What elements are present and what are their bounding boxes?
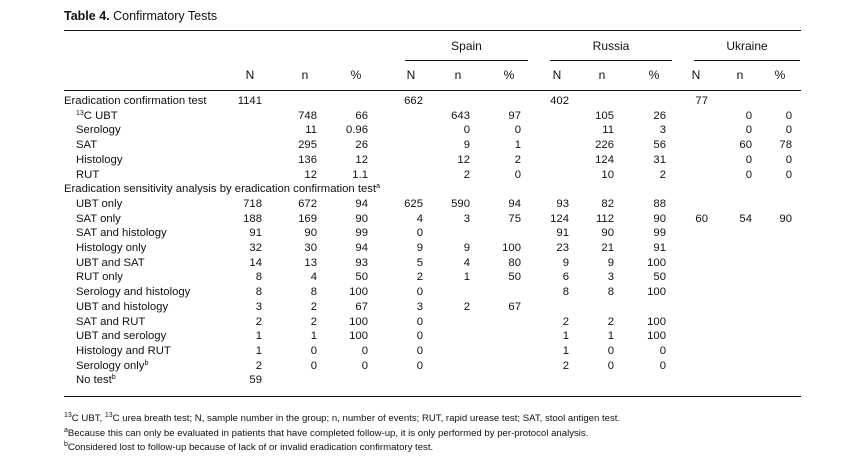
row-label-text: RUT bbox=[76, 168, 100, 181]
row-label-text: SAT only bbox=[76, 212, 121, 225]
table-cell: 99 bbox=[355, 227, 368, 240]
table-cell: 1 bbox=[562, 330, 569, 343]
row-label-text: UBT and histology bbox=[76, 300, 169, 313]
row-label-superscript: 13 bbox=[76, 109, 84, 117]
table-cell: 2 bbox=[562, 359, 569, 372]
row-label bbox=[64, 183, 380, 196]
table-cell: 100 bbox=[349, 315, 368, 328]
table-cell: 13 bbox=[304, 256, 317, 269]
table-cell: 0 bbox=[745, 109, 752, 122]
table-cell: 0 bbox=[416, 286, 423, 299]
table-cell: 3 bbox=[463, 212, 470, 225]
row-label-superscript: b bbox=[144, 359, 149, 367]
group-header: Russia bbox=[592, 39, 630, 53]
table-cell: 2 bbox=[310, 315, 317, 328]
table-cell: 8 bbox=[255, 271, 262, 284]
top-rule bbox=[64, 30, 801, 31]
row-label bbox=[76, 198, 122, 211]
table-cell: 100 bbox=[349, 330, 368, 343]
column-header: % bbox=[350, 68, 362, 82]
group-underline bbox=[550, 60, 672, 61]
table-cell: 0 bbox=[745, 153, 752, 166]
table-cell: 21 bbox=[601, 242, 614, 254]
table-cell: 3 bbox=[416, 300, 423, 313]
table-cell: 0 bbox=[416, 315, 423, 328]
footnote bbox=[64, 428, 588, 439]
table-cell: 8 bbox=[607, 286, 614, 299]
table-cell: 91 bbox=[249, 227, 262, 240]
column-header: N bbox=[245, 68, 255, 82]
table-cell: 30 bbox=[304, 242, 317, 254]
row-label bbox=[76, 316, 145, 329]
table-cell: 0 bbox=[310, 359, 317, 372]
table-cell: 0 bbox=[416, 359, 423, 372]
table-cell: 90 bbox=[355, 212, 368, 225]
table-cell: 94 bbox=[508, 197, 521, 210]
table-caption bbox=[64, 9, 217, 23]
table-cell: 136 bbox=[298, 153, 317, 166]
table-cell: 0 bbox=[463, 124, 470, 137]
table-cell: 4 bbox=[463, 256, 470, 269]
row-label bbox=[64, 95, 207, 108]
table-cell: 56 bbox=[653, 139, 666, 152]
table-cell: 0 bbox=[607, 359, 614, 372]
table-cell: 590 bbox=[451, 197, 470, 210]
row-label bbox=[76, 374, 116, 387]
table-cell: 93 bbox=[556, 197, 569, 210]
table-cell: 67 bbox=[508, 300, 521, 313]
table-cell: 625 bbox=[404, 197, 423, 210]
row-label-text: RUT only bbox=[76, 271, 123, 284]
table-cell: 2 bbox=[463, 300, 470, 313]
table-cell: 124 bbox=[595, 153, 614, 166]
table-cell: 3 bbox=[659, 124, 666, 137]
table-cell: 78 bbox=[779, 139, 792, 152]
group-header: Ukraine bbox=[726, 39, 768, 53]
table-cell: 0 bbox=[361, 344, 368, 357]
table-cell: 1141 bbox=[237, 95, 262, 107]
column-header: % bbox=[774, 68, 786, 82]
table-cell: 0 bbox=[659, 359, 666, 372]
table-cell: 12 bbox=[457, 153, 470, 166]
table-cell: 91 bbox=[653, 242, 666, 254]
table-cell: 94 bbox=[355, 197, 368, 210]
row-label bbox=[76, 330, 166, 343]
row-label-superscript: a bbox=[376, 183, 380, 191]
table-cell: 94 bbox=[355, 242, 368, 254]
row-label-text: Serology only bbox=[76, 359, 145, 372]
table-title: Confirmatory Tests bbox=[113, 9, 218, 23]
footnote bbox=[64, 442, 433, 453]
table-cell: 2 bbox=[463, 168, 470, 181]
table-cell: 90 bbox=[601, 227, 614, 240]
table-cell: 80 bbox=[508, 256, 521, 269]
table-cell: 0 bbox=[416, 344, 423, 357]
table-cell: 90 bbox=[304, 227, 317, 240]
row-label-text: Histology bbox=[76, 153, 123, 166]
table-cell: 1 bbox=[255, 344, 262, 357]
row-label bbox=[76, 124, 121, 137]
table-cell: 295 bbox=[298, 139, 317, 152]
row-label-text: UBT and serology bbox=[76, 330, 167, 343]
table-cell: 2 bbox=[310, 300, 317, 313]
column-header: n bbox=[454, 68, 462, 82]
table-cell: 718 bbox=[243, 197, 262, 210]
table-cell: 82 bbox=[601, 197, 614, 210]
row-label bbox=[76, 345, 171, 358]
table-cell: 8 bbox=[255, 286, 262, 299]
table-cell: 402 bbox=[550, 95, 569, 107]
table-cell: 4 bbox=[416, 212, 423, 225]
table-cell: 90 bbox=[779, 212, 792, 225]
group-underline bbox=[694, 60, 800, 61]
row-label-text: UBT and SAT bbox=[76, 256, 145, 269]
table-cell: 226 bbox=[595, 139, 614, 152]
row-label-text: SAT and RUT bbox=[76, 315, 146, 328]
table-cell: 90 bbox=[653, 212, 666, 225]
table-cell: 4 bbox=[310, 271, 317, 284]
table-cell: 9 bbox=[562, 256, 569, 269]
table-cell: 0 bbox=[416, 330, 423, 343]
row-label-text: UBT only bbox=[76, 197, 123, 210]
row-label-superscript: b bbox=[111, 374, 116, 382]
row-label bbox=[76, 227, 167, 240]
row-label bbox=[76, 257, 145, 270]
table-cell: 0 bbox=[361, 359, 368, 372]
table-cell: 0 bbox=[745, 168, 752, 181]
row-label-text: Eradication sensitivity analysis by eradication confirmation test bbox=[64, 183, 377, 196]
table-cell: 3 bbox=[607, 271, 614, 284]
table-cell: 60 bbox=[739, 139, 752, 152]
table-cell: 0 bbox=[310, 344, 317, 357]
group-header: Spain bbox=[451, 39, 482, 53]
table-cell: 50 bbox=[355, 271, 368, 284]
table-cell: 2 bbox=[416, 271, 423, 284]
group-underline bbox=[405, 60, 528, 61]
footnote-marker: 13 bbox=[104, 412, 113, 419]
table-cell: 0 bbox=[607, 344, 614, 357]
row-label bbox=[76, 301, 168, 314]
table-cell: 26 bbox=[653, 109, 666, 122]
table-cell: 26 bbox=[355, 139, 368, 152]
table-cell: 1 bbox=[310, 330, 317, 343]
table-cell: 748 bbox=[298, 109, 317, 122]
row-label bbox=[76, 271, 123, 284]
table-cell: 0 bbox=[659, 344, 666, 357]
table-cell: 12 bbox=[355, 153, 368, 166]
bottom-rule bbox=[64, 396, 801, 397]
column-header: N bbox=[552, 68, 562, 82]
table-cell: 0 bbox=[745, 124, 752, 137]
table-cell: 88 bbox=[653, 197, 666, 210]
footnote-text: Considered lost to follow-up because of lack of or invalid eradication confirmatory test. bbox=[67, 442, 434, 453]
table-cell: 662 bbox=[404, 95, 423, 107]
table-cell: 672 bbox=[298, 197, 317, 210]
table-cell: 0 bbox=[785, 168, 792, 181]
table-cell: 9 bbox=[416, 242, 423, 254]
row-label-text: Serology bbox=[76, 124, 121, 137]
table-cell: 2 bbox=[659, 168, 666, 181]
row-label-text: C UBT bbox=[83, 109, 118, 122]
table-cell: 9 bbox=[607, 256, 614, 269]
table-cell: 66 bbox=[355, 109, 368, 122]
row-label-text: SAT and histology bbox=[76, 227, 167, 240]
table-cell: 99 bbox=[653, 227, 666, 240]
row-label-text: No test bbox=[76, 374, 112, 387]
table-cell: 54 bbox=[739, 212, 752, 225]
column-header: N bbox=[691, 68, 701, 82]
table-cell: 8 bbox=[562, 286, 569, 299]
table-cell: 0 bbox=[416, 227, 423, 240]
table-cell: 0 bbox=[785, 153, 792, 166]
table-cell: 10 bbox=[601, 168, 614, 181]
table-cell: 1 bbox=[514, 139, 521, 152]
table-cell: 0 bbox=[514, 168, 521, 181]
table-cell: 59 bbox=[249, 374, 262, 387]
table-cell: 2 bbox=[514, 153, 521, 166]
footnote-marker: b bbox=[64, 441, 68, 448]
table-cell: 100 bbox=[647, 315, 666, 328]
table-cell: 100 bbox=[502, 242, 521, 254]
column-header: N bbox=[406, 68, 416, 82]
table-cell: 14 bbox=[249, 256, 262, 269]
footnote bbox=[64, 413, 620, 424]
table-label: Table 4. bbox=[64, 9, 110, 23]
table-cell: 1 bbox=[607, 330, 614, 343]
table-cell: 23 bbox=[556, 242, 569, 254]
column-header: n bbox=[301, 68, 309, 82]
table-cell: 0 bbox=[785, 109, 792, 122]
table-cell: 3 bbox=[255, 300, 262, 313]
table-cell: 112 bbox=[595, 212, 614, 225]
table-cell: 2 bbox=[255, 315, 262, 328]
table-cell: 8 bbox=[310, 286, 317, 299]
row-label bbox=[76, 286, 190, 299]
row-label bbox=[76, 139, 97, 152]
row-label-text: Eradication confirmation test bbox=[64, 95, 207, 107]
table-cell: 93 bbox=[355, 256, 368, 269]
row-label-text: Serology and histology bbox=[76, 286, 191, 299]
row-label bbox=[76, 169, 99, 182]
row-label bbox=[76, 213, 121, 226]
footnote-text: C urea breath test; N, sample number in the group; n, number of events; RUT, rapid urease test; SAT, stool antigen test. bbox=[112, 413, 621, 424]
column-header: % bbox=[503, 68, 515, 82]
footnote-text: Because this can only be evaluated in patients that have completed follow-up, it is only performed by per-protocol analysis. bbox=[67, 427, 589, 439]
footnote-marker: a bbox=[64, 426, 68, 434]
table-cell: 5 bbox=[416, 256, 423, 269]
table-cell: 12 bbox=[304, 168, 317, 181]
table-cell: 100 bbox=[647, 286, 666, 299]
table-cell: 1.1 bbox=[352, 168, 368, 181]
table-cell: 9 bbox=[463, 139, 470, 152]
table-cell: 2 bbox=[255, 359, 262, 372]
row-label-text: Histology only bbox=[76, 242, 147, 254]
row-label bbox=[76, 360, 148, 373]
table-cell: 11 bbox=[305, 124, 317, 137]
table-cell: 6 bbox=[562, 271, 569, 284]
table-cell: 31 bbox=[653, 153, 666, 166]
table-cell: 9 bbox=[463, 242, 470, 254]
table-cell: 1 bbox=[562, 344, 569, 357]
table-cell: 1 bbox=[255, 330, 262, 343]
table-cell: 11 bbox=[602, 124, 614, 137]
row-label-text: SAT bbox=[76, 139, 98, 152]
table-cell: 124 bbox=[550, 212, 569, 225]
table-cell: 1 bbox=[463, 271, 470, 284]
table-cell: 0 bbox=[785, 124, 792, 137]
table-cell: 67 bbox=[355, 300, 368, 313]
table-cell: 100 bbox=[349, 286, 368, 299]
table-cell: 100 bbox=[647, 330, 666, 343]
table-cell: 0.96 bbox=[346, 124, 368, 137]
row-label bbox=[76, 110, 118, 123]
row-label-text: Histology and RUT bbox=[76, 344, 171, 357]
table-cell: 32 bbox=[249, 242, 262, 254]
table-cell: 169 bbox=[298, 212, 317, 225]
table-cell: 77 bbox=[695, 95, 708, 107]
table-cell: 60 bbox=[695, 212, 708, 225]
footnote-text: C UBT, bbox=[71, 413, 105, 424]
table-cell: 50 bbox=[653, 271, 666, 284]
table-cell: 97 bbox=[508, 109, 521, 122]
table-cell: 50 bbox=[508, 271, 521, 284]
table-cell: 2 bbox=[562, 315, 569, 328]
column-header: n bbox=[736, 68, 744, 82]
table-cell: 188 bbox=[243, 212, 262, 225]
header-rule bbox=[64, 90, 801, 91]
footnote-marker: 13 bbox=[64, 412, 72, 419]
table-cell: 643 bbox=[451, 109, 470, 122]
table-cell: 105 bbox=[595, 109, 614, 122]
table-cell: 2 bbox=[607, 315, 614, 328]
row-label bbox=[76, 242, 146, 255]
table-cell: 91 bbox=[556, 227, 569, 240]
table-cell: 100 bbox=[647, 256, 666, 269]
table-cell: 0 bbox=[514, 124, 521, 137]
column-header: % bbox=[648, 68, 660, 82]
column-header: n bbox=[598, 68, 606, 82]
table-cell: 75 bbox=[508, 212, 521, 225]
row-label bbox=[76, 154, 122, 167]
